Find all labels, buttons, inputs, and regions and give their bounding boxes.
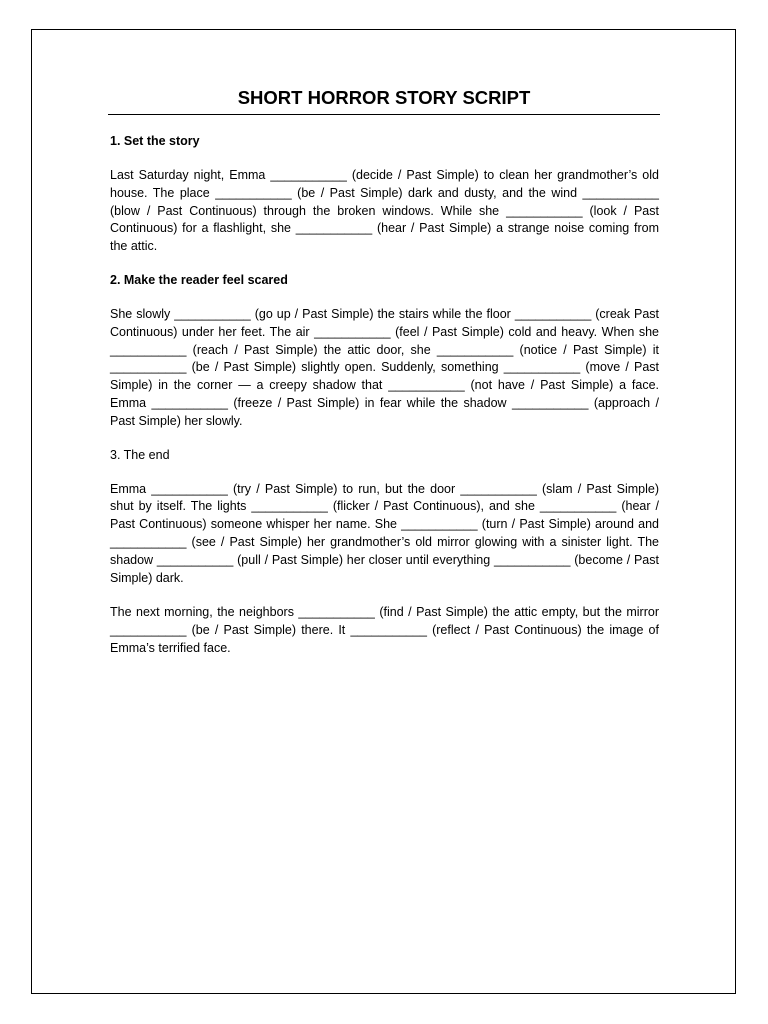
story-paragraph: She slowly ___________ (go up / Past Simple) the stairs while the floor ___________ (creak Past Continuous) under her feet. The air ___________ (feel / Past Simple) cold and heavy. When she ___________ (reach / Past Simple) the attic door, she ___________ (notice / Past Simple) it ___________ (be / Past Simple) slightly open. Suddenly, something ___________ (move / Past Simple) in the corner — a creepy shadow that ___________ (not have / Past Simple) a face. Emma ___________ (freeze / Past Simple) in fear while the shadow ___________ (approach / Past Simple) her slowly. [110, 306, 659, 428]
section-set-the-story [110, 133, 659, 256]
story-paragraph: The next morning, the neighbors ___________ (find / Past Simple) the attic empty, but the mirror ___________ (be / Past Simple) there. It ___________ (reflect / Past Continuous) the image of Emma’s terrified face. [110, 605, 659, 655]
document-body [110, 86, 659, 658]
section-the-end [110, 447, 659, 658]
story-paragraph: Emma ___________ (try / Past Simple) to run, but the door ___________ (slam / Past Simple) shut by itself. The lights ___________ (flicker / Past Continuous), and she ___________ (hear / Past Continuous) someone whisper her name. She ___________ (turn / Past Simple) around and ___________ (see / Past Simple) her grandmother’s old mirror glowing with a sinister light. The shadow ___________ (pull / Past Simple) her closer until everything ___________ (become / Past Simple) dark. [110, 481, 659, 585]
section-heading: 2. Make the reader feel scared [110, 272, 288, 287]
section-heading: 3. The end [110, 447, 170, 462]
section-heading: 1. Set the story [110, 134, 200, 148]
section-make-reader-scared [110, 272, 659, 431]
document-title: SHORT HORROR STORY SCRIPT [108, 86, 660, 115]
story-paragraph: Last Saturday night, Emma ___________ (decide / Past Simple) to clean her grandmother’s old house. The place ___________ (be / Past Simple) dark and dusty, and the wind ___________ (blow / Past Continuous) through the broken windows. While she ___________ (look / Past Continuous) for a flashlight, she ___________ (hear / Past Simple) a strange noise coming from the attic. [110, 168, 659, 254]
